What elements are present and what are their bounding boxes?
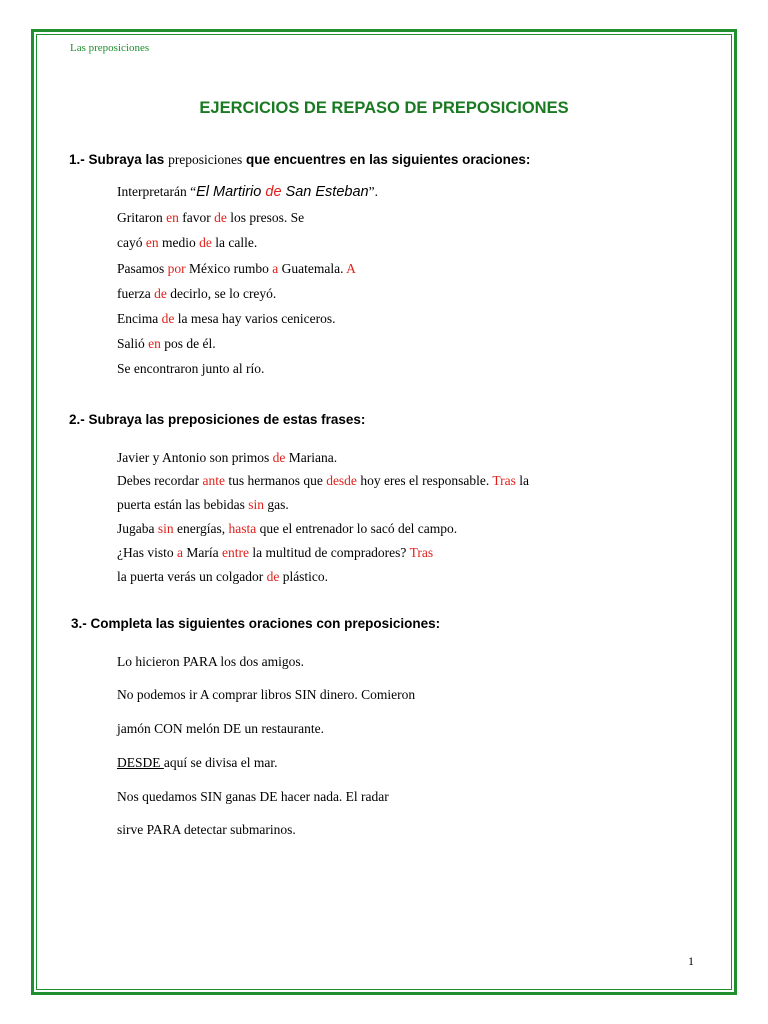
text-run: puerta están las bebidas xyxy=(117,497,249,512)
preposition-highlight: entre xyxy=(221,545,249,560)
section2-line xyxy=(117,497,289,513)
text-run: México rumbo xyxy=(185,261,273,276)
answer-underlined: DESDE xyxy=(117,755,164,770)
section2-line xyxy=(117,450,337,466)
section1-line xyxy=(117,210,304,226)
section1-line xyxy=(117,261,356,277)
preposition-highlight: a xyxy=(272,261,279,276)
preposition-highlight: en xyxy=(148,336,161,351)
text-run: Lo hicieron PARA los dos amigos. xyxy=(117,654,305,669)
text-run: Debes recordar xyxy=(117,473,203,488)
page-number: 1 xyxy=(688,954,694,968)
text-run: ”. xyxy=(368,184,378,199)
section3-line xyxy=(117,789,389,805)
text-run: la xyxy=(515,473,530,488)
text-run: medio xyxy=(158,235,200,250)
text-run: los presos. Se xyxy=(226,210,305,225)
text-run: San Esteban xyxy=(281,184,369,200)
text-run: plástico. xyxy=(279,569,329,584)
section1-heading-suffix: que encuentre xyxy=(242,152,339,167)
preposition-highlight: ante xyxy=(202,473,225,488)
text-run: que el entrenador lo sacó del campo. xyxy=(256,521,458,536)
text-run: hoy eres el responsable. xyxy=(356,473,493,488)
text-run: María xyxy=(183,545,222,560)
preposition-highlight: de xyxy=(154,286,167,301)
text-run: Pasamos xyxy=(117,261,168,276)
section3-line xyxy=(117,755,277,771)
section2-heading: 2.- Subraya las preposiciones de estas frases: xyxy=(69,412,366,427)
section3-line xyxy=(117,721,324,737)
section3-line xyxy=(117,687,415,703)
text-run: Jugaba xyxy=(117,521,158,536)
text-run: No podemos ir A comprar libros SIN dinero. Comieron xyxy=(117,687,416,702)
preposition-highlight: Tras xyxy=(409,545,434,560)
preposition-highlight: Tras xyxy=(492,473,516,488)
text-run: aquí se divisa el mar. xyxy=(163,755,278,770)
section1-heading xyxy=(69,152,530,168)
section3-heading: 3.- Completa las siguientes oraciones con preposiciones: xyxy=(71,616,441,631)
section1-heading-light: preposiciones xyxy=(168,152,243,167)
section2-line xyxy=(117,545,433,561)
text-run: Encima xyxy=(117,311,162,326)
section2-line xyxy=(117,521,457,537)
preposition-highlight: por xyxy=(167,261,186,276)
preposition-highlight: sin xyxy=(157,521,174,536)
text-run: Se encontraron junto al río. xyxy=(117,361,265,376)
text-run: Nos quedamos SIN ganas DE hacer nada. El radar xyxy=(117,789,389,804)
section1-line xyxy=(117,235,257,251)
text-run: Gritaron xyxy=(117,210,167,225)
preposition-highlight: A xyxy=(346,261,356,276)
preposition-highlight: de xyxy=(199,235,212,250)
text-run: tus hermanos que xyxy=(224,473,327,488)
text-run: Javier y Antonio son primos xyxy=(117,450,273,465)
text-run: sirve PARA detectar submarinos. xyxy=(117,822,296,837)
text-run: la puerta verás un colgador xyxy=(117,569,267,584)
text-run: la calle. xyxy=(211,235,258,250)
text-run: Interpretarán “ xyxy=(117,184,197,199)
text-run: decirlo, se lo creyó. xyxy=(166,286,277,301)
text-run: gas. xyxy=(263,497,289,512)
text-run: fuerza xyxy=(117,286,155,301)
text-run: la mesa hay varios ceniceros. xyxy=(174,311,336,326)
section1-heading-tail: s en las siguientes oraciones: xyxy=(338,152,531,167)
section1-line xyxy=(117,361,264,377)
preposition-highlight: a xyxy=(177,545,183,560)
preposition-highlight: de xyxy=(266,569,280,584)
text-run: pos de él. xyxy=(160,336,216,351)
text-run: favor xyxy=(178,210,215,225)
preposition-highlight: hasta xyxy=(228,521,257,536)
text-run: cayó xyxy=(117,235,146,250)
preposition-highlight: de xyxy=(272,450,286,465)
page-title: EJERCICIOS DE REPASO DE PREPOSICIONES xyxy=(199,99,569,117)
preposition-highlight: en xyxy=(145,235,159,250)
text-run: ¿Has visto xyxy=(117,545,177,560)
preposition-highlight: de xyxy=(265,184,282,200)
preposition-highlight: en xyxy=(166,210,179,225)
section1-heading-prefix: 1.- Subraya las xyxy=(69,152,169,167)
text-run: Mariana. xyxy=(285,450,338,465)
text-run: Salió xyxy=(117,336,149,351)
section1-line xyxy=(117,184,378,200)
preposition-highlight: de xyxy=(214,210,227,225)
section1-line xyxy=(117,311,336,327)
text-run: Guatemala. xyxy=(278,261,347,276)
section3-line xyxy=(117,822,296,838)
text-run: energías, xyxy=(173,521,229,536)
section1-line xyxy=(117,286,276,302)
text-run: jamón CON melón DE un restaurante. xyxy=(117,721,324,736)
preposition-highlight: de xyxy=(161,311,175,326)
preposition-highlight: sin xyxy=(248,497,264,512)
section1-line xyxy=(117,336,216,352)
section2-line xyxy=(117,473,529,489)
section2-line xyxy=(117,569,328,585)
text-run: la multitud de compradores? xyxy=(248,545,410,560)
section3-line xyxy=(117,654,304,670)
preposition-highlight: desde xyxy=(326,473,357,488)
running-header: Las preposiciones xyxy=(70,42,150,54)
text-run: El Martirio xyxy=(196,184,266,200)
